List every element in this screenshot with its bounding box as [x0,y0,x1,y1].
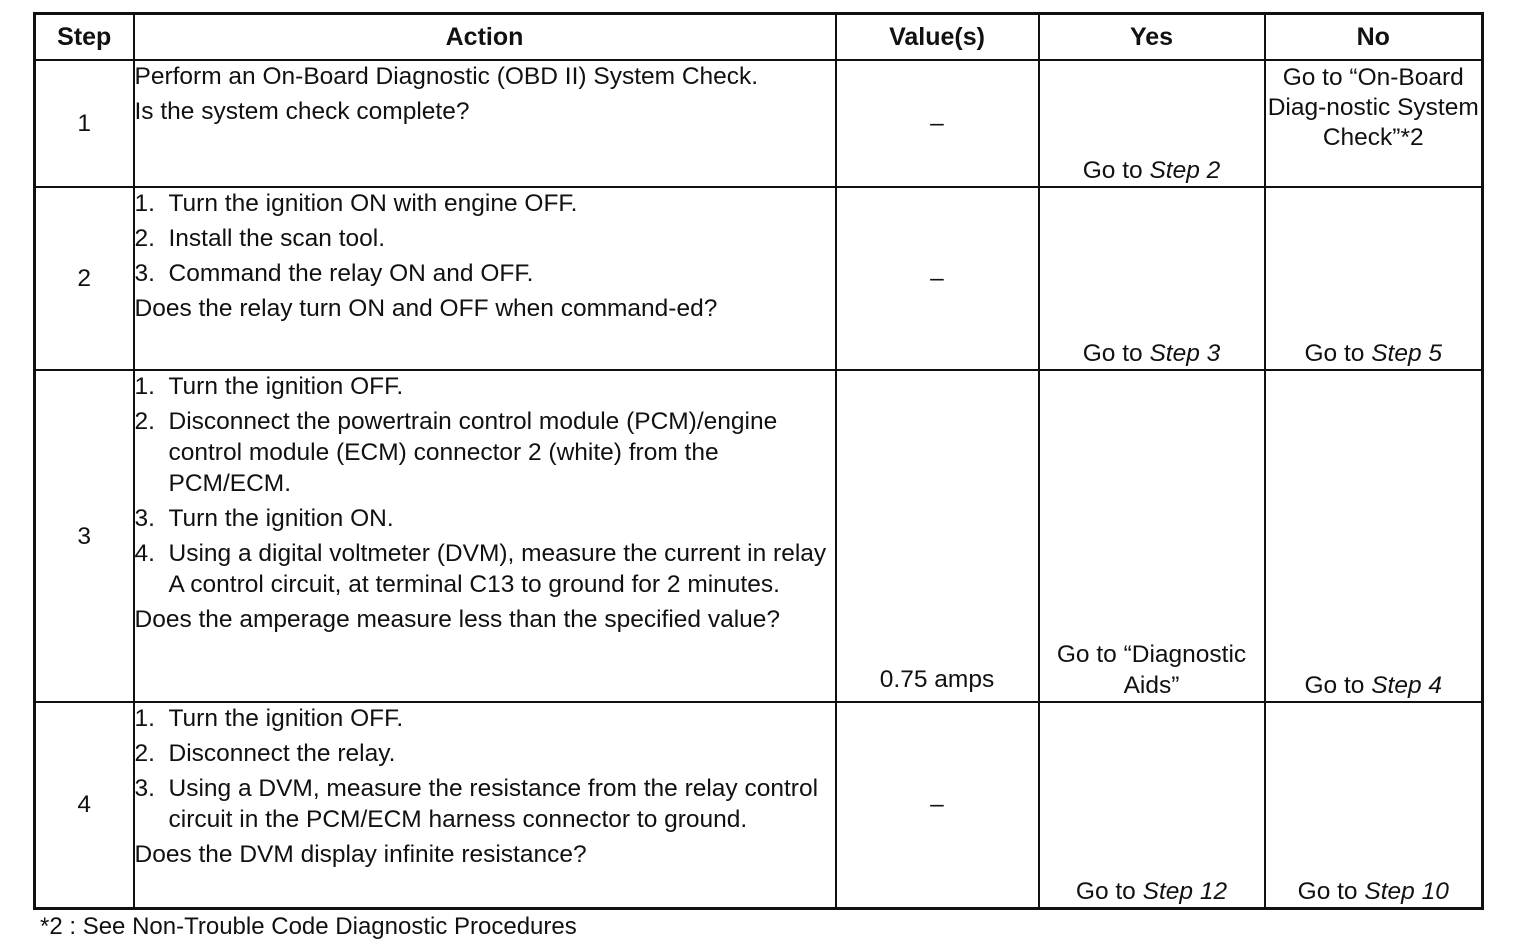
no-lead: Go to “On-Board Diag-nostic System Check”*2 [1267,64,1479,151]
list-item [135,738,835,769]
yes-step-link: Step 2 [1149,157,1221,184]
value-cell: 0.75 amps [836,370,1039,702]
substep-text: Turn the ignition OFF. [168,705,404,732]
list-item [135,503,835,534]
no-cell [1265,702,1483,908]
yes-cell [1039,370,1265,702]
header-action: Action [134,14,836,61]
no-lead: Go to [1304,672,1372,699]
substep-text: Disconnect the powertrain control module (PCM)/engine control module (ECM) connector 2 (white) from the PCM/ECM. [168,408,778,497]
no-lead: Go to [1304,340,1372,367]
table-row [35,370,1483,702]
no-step-link: Step 4 [1371,672,1443,699]
diagnostic-table [33,12,1484,910]
substep-text: Command the relay ON and OFF. [168,260,534,287]
substep-number: 3. [134,260,155,287]
substep-text: Turn the ignition ON with engine OFF. [168,190,578,217]
substep-number: 1. [134,373,155,400]
substep-number: 2. [134,408,155,435]
yes-cell [1039,187,1265,370]
substep-number: 3. [134,505,155,532]
action-question: Does the relay turn ON and OFF when command-ed? [134,295,718,322]
list-item [135,538,835,600]
yes-step-link: Step 3 [1149,340,1221,367]
step-number: 1 [35,60,134,187]
yes-cell [1039,702,1265,908]
diagnostic-table-sheet [33,12,1481,910]
action-cell [134,60,836,187]
list-item [135,773,835,835]
header-values: Value(s) [836,14,1039,61]
step-number: 2 [35,187,134,370]
substep-number: 1. [134,190,155,217]
no-cell [1265,370,1483,702]
action-question: Is the system check complete? [134,98,470,125]
substep-list [135,188,835,289]
substep-number: 4. [134,540,155,567]
yes-cell [1039,60,1265,187]
no-lead: Go to [1297,877,1365,905]
substep-text: Install the scan tool. [168,225,386,252]
substep-text: Turn the ignition ON. [168,505,394,532]
step-number: 4 [35,702,134,908]
header-step: Step [35,14,134,61]
value-cell: – [836,702,1039,908]
table-row [35,187,1483,370]
substep-number: 2. [134,225,155,252]
list-item [135,258,835,289]
action-intro: Perform an On-Board Diagnostic (OBD II) System Check. [134,63,759,90]
header-no: No [1265,14,1483,61]
footnote: *2 : See Non-Trouble Code Diagnostic Procedures [40,913,577,940]
no-cell [1265,187,1483,370]
yes-lead: Go to [1082,157,1150,184]
substep-text: Using a digital voltmeter (DVM), measure the current in relay A control circuit, at terminal C13 to ground for 2 minutes. [168,540,827,598]
substep-list [135,703,835,835]
action-cell [134,370,836,702]
list-item [135,188,835,219]
table-row [35,702,1483,908]
list-item [135,371,835,402]
substep-text: Using a DVM, measure the resistance from the relay control circuit in the PCM/ECM harness connector to ground. [168,775,819,833]
value-cell: – [836,60,1039,187]
table-header-row [35,14,1483,61]
yes-lead: Go to [1075,877,1143,905]
no-cell [1265,60,1483,187]
list-item [135,703,835,734]
header-yes: Yes [1039,14,1265,61]
step-number: 3 [35,370,134,702]
no-step-link: Step 10 [1364,877,1449,905]
substep-number: 1. [134,705,155,732]
yes-lead: Go to [1082,340,1150,367]
action-cell [134,187,836,370]
list-item [135,223,835,254]
substep-number: 3. [134,775,155,802]
substep-number: 2. [134,740,155,767]
action-cell [134,702,836,908]
substep-list [135,371,835,600]
no-step-link: Step 5 [1371,340,1443,367]
yes-step-link: Step 12 [1142,877,1228,905]
value-cell: – [836,187,1039,370]
action-question: Does the amperage measure less than the specified value? [134,606,781,633]
substep-text: Disconnect the relay. [168,740,396,767]
yes-lead: Go to “Diagnostic Aids” [1056,641,1247,699]
substep-text: Turn the ignition OFF. [168,373,404,400]
table-row [35,60,1483,187]
list-item [135,406,835,499]
action-question: Does the DVM display infinite resistance? [134,841,587,868]
